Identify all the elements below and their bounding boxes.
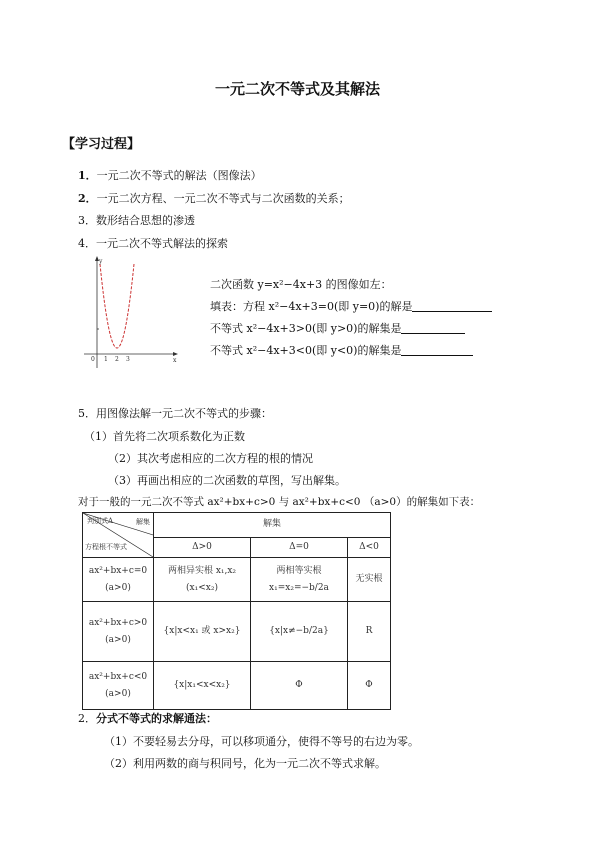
- x-tick-label: 1: [104, 356, 108, 363]
- list-item: 2．一元二次方程、一元二次不等式与二次函数的关系；: [78, 192, 350, 205]
- table-cell: {x|x<x₁ 或 x>x₂}: [154, 602, 251, 662]
- case-header: Δ=0: [251, 537, 348, 557]
- x-tick-label: 3: [126, 356, 130, 363]
- explore-line: 二次函数 y=x²−4x+3 的图像如左：: [210, 278, 392, 291]
- table-cell: 无实根: [348, 558, 391, 602]
- table-cell: Φ: [251, 662, 348, 710]
- row-label: ax²+bx+c<0 (a>0): [83, 662, 154, 710]
- list-item: 3．数形结合思想的渗透: [78, 214, 195, 227]
- x-axis-label: x: [173, 357, 177, 364]
- explore-line: 不等式 x²−4x+3>0(即 y>0)的解集是: [210, 320, 465, 336]
- table-row: [83, 602, 391, 662]
- explore-line: 填表：方程 x²−4x+3=0(即 y=0)的解是: [210, 298, 492, 314]
- row-label: ax²+bx+c=0 (a>0): [83, 558, 154, 602]
- table-cell: {x|x≠−b/2a}: [251, 602, 348, 662]
- table-cell: Φ: [348, 662, 391, 710]
- answer-blank[interactable]: [412, 300, 492, 312]
- page-title: 一元二次不等式及其解法: [214, 80, 380, 98]
- case-header: Δ>0: [154, 537, 251, 557]
- answer-blank[interactable]: [401, 322, 465, 334]
- parabola-graph: [80, 252, 180, 372]
- table-row: [83, 558, 391, 602]
- step-item: （1）首先将二次项系数化为正数: [84, 430, 245, 443]
- section-header: 【学习过程】: [62, 137, 141, 152]
- step-item: （2）其次考虑相应的二次方程的根的情况: [108, 452, 313, 465]
- origin-label: 0: [91, 356, 95, 363]
- table-cell: 两相异实根 x₁,x₂ (x₁<x₂): [154, 558, 251, 602]
- row-label: ax²+bx+c>0 (a>0): [83, 602, 154, 662]
- part2-heading: 2．分式不等式的求解通法：: [78, 712, 217, 725]
- step-heading: 5．用图像法解一元二次不等式的步骤：: [78, 407, 272, 420]
- table-cell: 两相等实根 x₁=x₂=−b/2a: [251, 558, 348, 602]
- table-row: [83, 662, 391, 710]
- table-corner-cell: 判别式Δ 解集 方程根不等式: [83, 513, 154, 558]
- y-axis-label: y: [99, 258, 103, 265]
- part2-item: （2）利用两数的商与积同号，化为一元二次不等式求解。: [104, 757, 386, 770]
- solution-table: [82, 512, 391, 710]
- table-header: 解集: [154, 513, 391, 538]
- case-header: Δ<0: [348, 537, 391, 557]
- list-item: 4．一元二次不等式解法的探索: [78, 237, 228, 250]
- part2-item: （1）不要轻易去分母，可以移项通分，使得不等号的右边为零。: [104, 735, 419, 748]
- list-item: 1．一元二次不等式的解法（图像法）: [78, 169, 262, 182]
- table-cell: {x|x₁<x<x₂}: [154, 662, 251, 710]
- answer-blank[interactable]: [401, 344, 473, 356]
- x-tick-label: 2: [115, 356, 119, 363]
- explore-line: 不等式 x²−4x+3<0(即 y<0)的解集是: [210, 342, 473, 358]
- step-item: （3）再画出相应的二次函数的草图，写出解集。: [108, 474, 346, 487]
- general-statement: 对于一般的一元二次不等式 ax²+bx+c>0 与 ax²+bx+c<0 （a>0）的解集如下表：: [78, 496, 481, 508]
- table-cell: R: [348, 602, 391, 662]
